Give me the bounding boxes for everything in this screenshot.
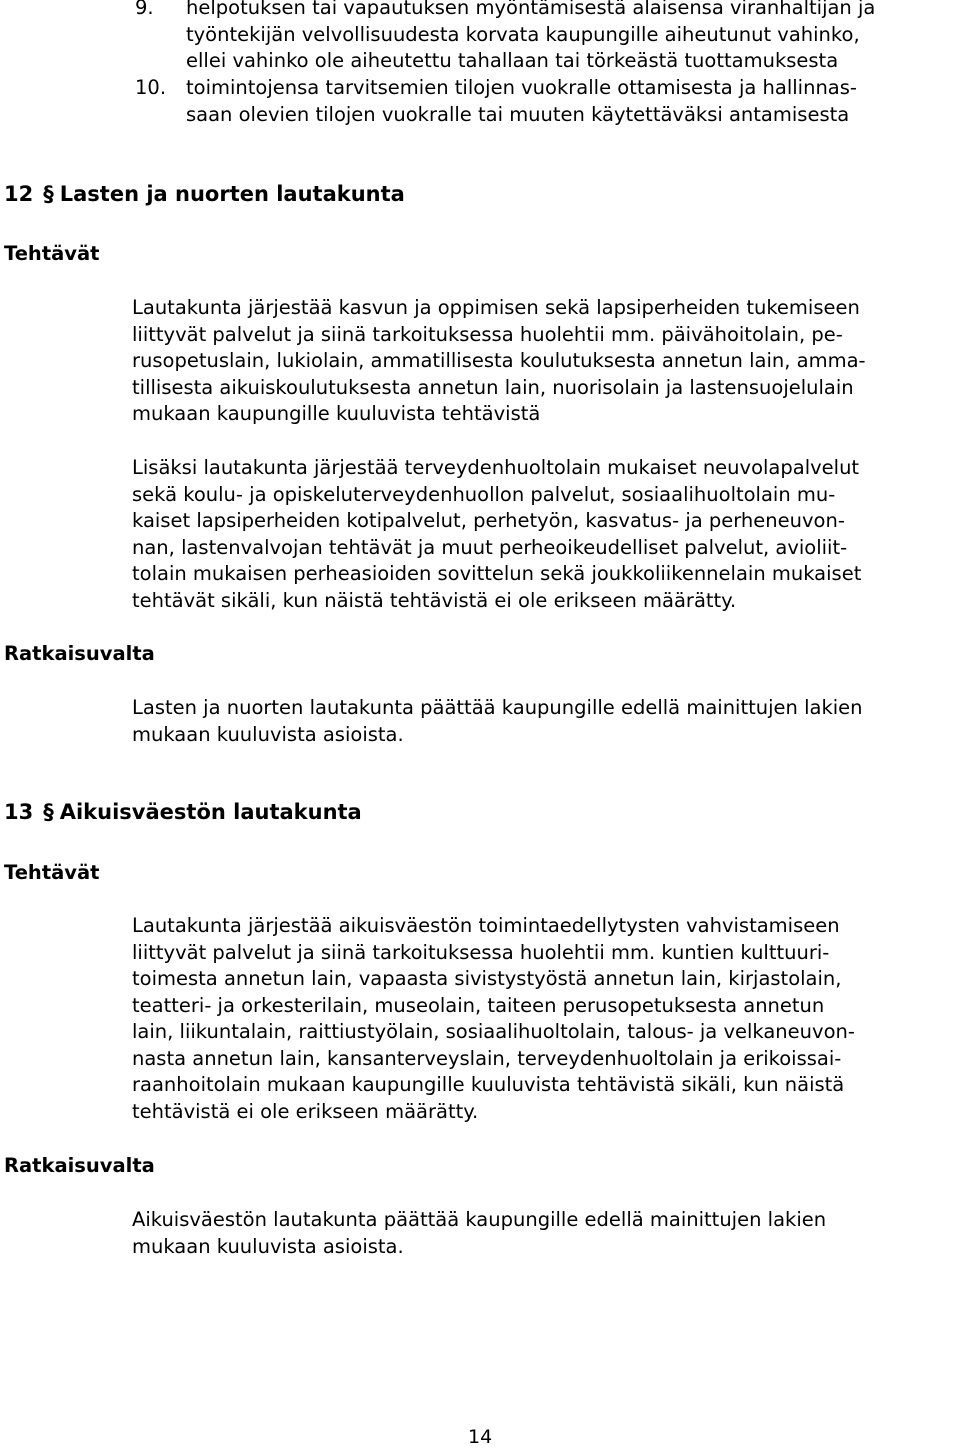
text-line: nan, lastenvalvojan tehtävät ja muut perheoikeudelliset palvelut, avioliit- <box>132 535 848 559</box>
text-line: rusopetuslain, lukiolain, ammatillisesta koulutuksesta annetun lain, amma- <box>132 349 866 372</box>
text-line: tehtävät sikäli, kun näistä tehtävistä ei ole erikseen määrätty. <box>132 588 737 612</box>
text-line: Lisäksi lautakunta järjestää terveydenhuoltolain mukaiset neuvolapalvelut <box>132 456 860 479</box>
text-line: kaiset lapsiperheiden kotipalvelut, perhetyön, kasvatus- ja perheneuvon- <box>132 509 845 532</box>
text-line: Lasten ja nuorten lautakunta päättää kaupungille edellä mainittujen lakien <box>132 696 863 719</box>
text-line: Lautakunta järjestää kasvun ja oppimisen sekä lapsiperheiden tukemiseen <box>132 296 860 319</box>
tasks-paragraph <box>132 455 958 614</box>
text-line: liittyvät palvelut ja siinä tarkoituksessa huolehtii mm. kuntien kulttuuri- <box>132 940 830 964</box>
text-line: liittyvät palvelut ja siinä tarkoituksessa huolehtii mm. päivähoitolain, pe- <box>132 322 843 346</box>
tasks-heading: Tehtävät <box>4 861 100 884</box>
text-line: toimesta annetun lain, vapaasta sivistystyöstä annetun lain, kirjastolain, <box>132 967 842 990</box>
section-sign: § <box>43 800 54 824</box>
list-item-number: 10. <box>135 76 167 99</box>
list-item-number: 9. <box>135 0 154 19</box>
section-number: 13 <box>4 800 34 824</box>
text-line: lain, liikuntalain, raittiustyölain, sosiaalihuoltolain, talous- ja velkaneuvon- <box>132 1020 855 1043</box>
section-sign: § <box>43 182 54 206</box>
authority-paragraph <box>132 1207 958 1260</box>
text-line: Lautakunta järjestää aikuisväestön toimintaedellytysten vahvistamiseen <box>132 914 840 937</box>
page-number: 14 <box>468 1426 493 1448</box>
authority-heading: Ratkaisuvalta <box>4 1154 155 1177</box>
tasks-heading: Tehtävät <box>4 242 100 265</box>
list-item-text <box>186 75 960 128</box>
section-heading <box>4 181 405 208</box>
list-item-text <box>186 0 960 75</box>
section-title: Lasten ja nuorten lautakunta <box>59 182 405 206</box>
text-line: työntekijän velvollisuudesta korvata kaupungille aiheutunut vahinko, <box>186 22 860 46</box>
text-line: tillisesta aikuiskoulutuksesta annetun lain, nuorisolain ja lastensuojelulain <box>132 375 854 399</box>
text-line: ellei vahinko ole aiheutettu tahallaan tai törkeästä tuottamuksesta <box>186 49 839 72</box>
section-number: 12 <box>4 182 34 206</box>
text-line: teatteri- ja orkesterilain, museolain, taiteen perusopetuksesta annetun <box>132 993 825 1017</box>
text-line: mukaan kuuluvista asioista. <box>132 1234 404 1258</box>
authority-heading: Ratkaisuvalta <box>4 642 155 665</box>
section-title: Aikuisväestön lautakunta <box>59 800 362 824</box>
text-line: mukaan kuuluvista asioista. <box>132 722 404 746</box>
text-line: raanhoitolain mukaan kaupungille kuuluvista tehtävistä sikäli, kun näistä <box>132 1073 845 1096</box>
text-line: mukaan kaupungille kuuluvista tehtävistä <box>132 402 541 425</box>
text-line: tolain mukaisen perheasioiden sovittelun sekä joukkoliikennelain mukaiset <box>132 562 862 585</box>
tasks-paragraph <box>132 913 958 1125</box>
text-line: Aikuisväestön lautakunta päättää kaupungille edellä mainittujen lakien <box>132 1208 827 1231</box>
text-line: saan olevien tilojen vuokralle tai muuten käytettäväksi antamisesta <box>186 102 850 126</box>
text-line: helpotuksen tai vapautuksen myöntämisestä alaisensa viranhaltijan ja <box>186 0 876 19</box>
section-heading <box>4 799 362 826</box>
text-line: sekä koulu- ja opiskeluterveydenhuollon palvelut, sosiaalihuoltolain mu- <box>132 482 836 506</box>
tasks-paragraph <box>132 295 958 428</box>
authority-paragraph <box>132 695 958 748</box>
text-line: nasta annetun lain, kansanterveyslain, terveydenhuoltolain ja erikoissai- <box>132 1046 842 1070</box>
text-line: toimintojensa tarvitsemien tilojen vuokralle ottamisesta ja hallinnas- <box>186 76 857 99</box>
text-line: tehtävistä ei ole erikseen määrätty. <box>132 1099 479 1123</box>
